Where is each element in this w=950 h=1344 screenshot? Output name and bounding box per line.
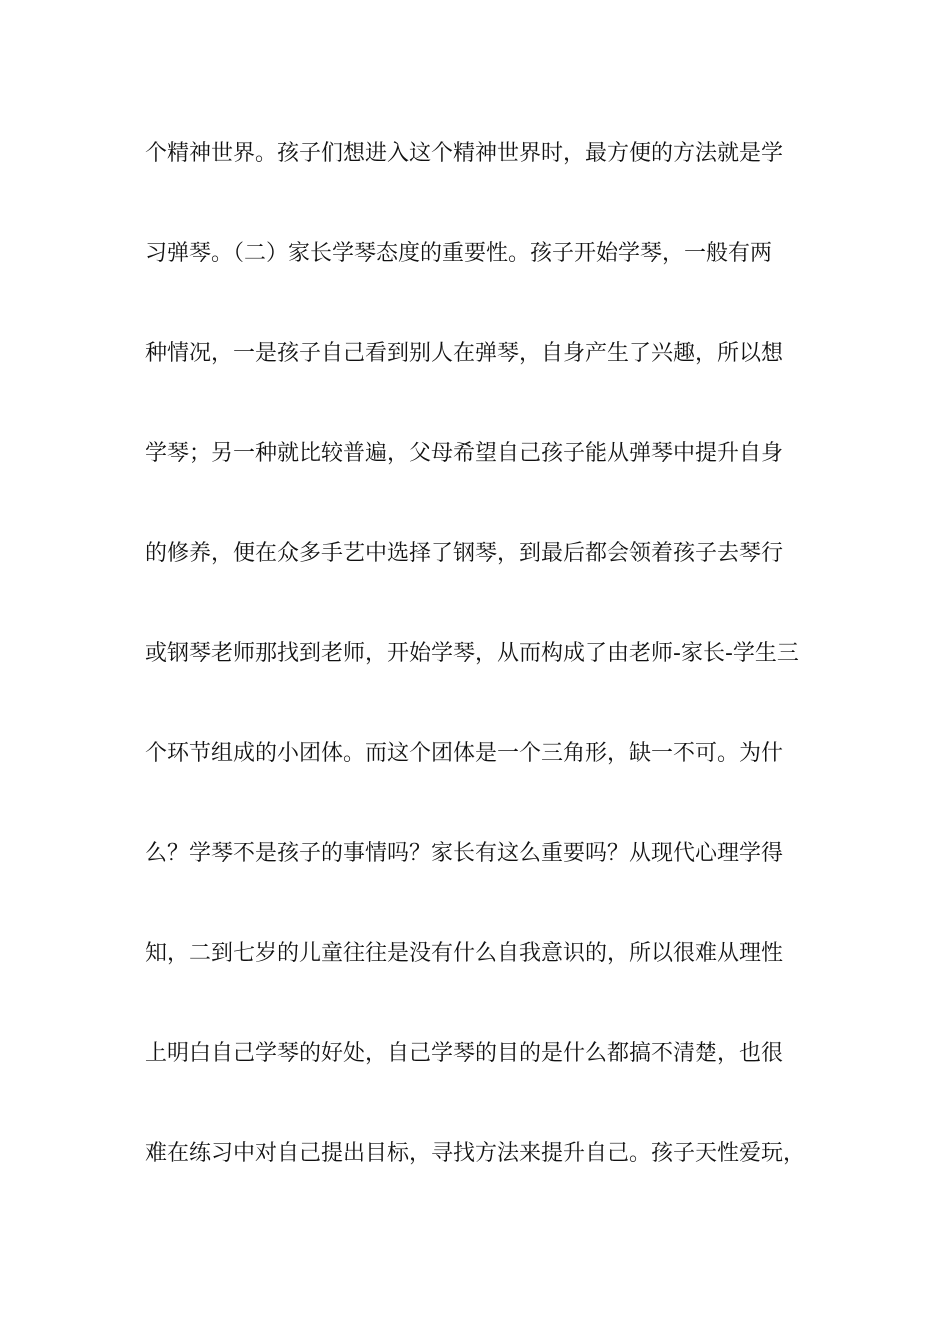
text-line: 的修养，便在众多手艺中选择了钢琴，到最后都会领着孩子去琴行 — [145, 541, 784, 566]
text-line: 或钢琴老师那找到老师，开始学琴，从而构成了由老师-家长-学生三 — [145, 641, 799, 666]
text-line: 知，二到七岁的儿童往往是没有什么自我意识的，所以很难从理性 — [145, 941, 784, 966]
text-line: 个精神世界。孩子们想进入这个精神世界时，最方便的方法就是学 — [145, 141, 784, 166]
body-text — [145, 130, 825, 1230]
text-line: 么？学琴不是孩子的事情吗？家长有这么重要吗？从现代心理学得 — [145, 841, 784, 866]
text-line: 学琴；另一种就比较普遍，父母希望自己孩子能从弹琴中提升自身 — [145, 441, 784, 466]
text-line: 上明白自己学琴的好处，自己学琴的目的是什么都搞不清楚，也很 — [145, 1041, 784, 1066]
text-line: 个环节组成的小团体。而这个团体是一个三角形，缺一不可。为什 — [145, 741, 784, 766]
text-line: 习弹琴。（二）家长学琴态度的重要性。孩子开始学琴，一般有两 — [145, 241, 773, 266]
text-line: 难在练习中对自己提出目标，寻找方法来提升自己。孩子天性爱玩， — [145, 1141, 806, 1166]
text-line: 种情况，一是孩子自己看到别人在弹琴，自身产生了兴趣，所以想 — [145, 341, 784, 366]
